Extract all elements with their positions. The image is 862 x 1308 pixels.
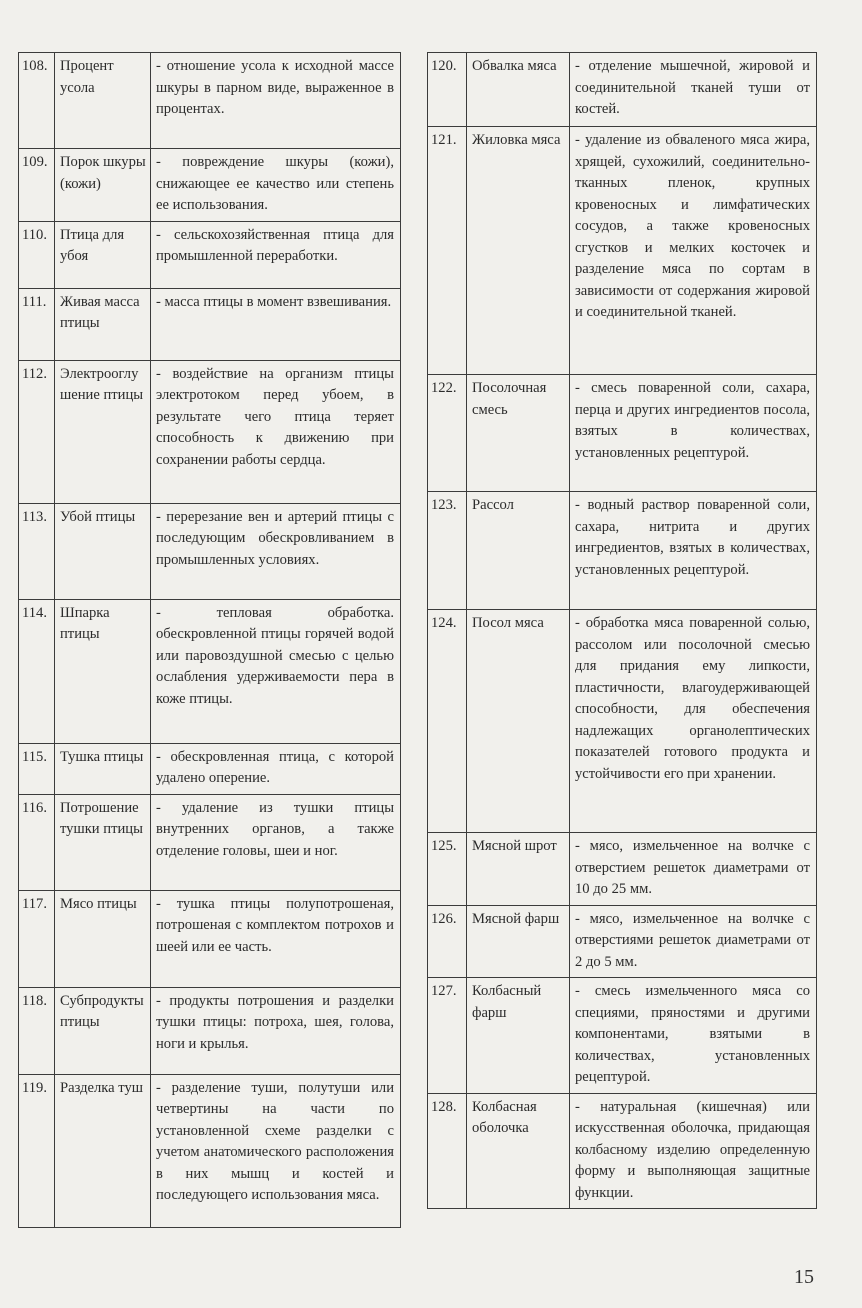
entry-number: 126. — [428, 905, 467, 978]
entry-term: Рассол — [467, 492, 570, 610]
entry-term: Мясо птицы — [55, 890, 151, 987]
entry-number: 111. — [19, 288, 55, 360]
entry-term: Мясной фарш — [467, 905, 570, 978]
entry-definition: - обескровленная птица, с которой удалено оперение. — [151, 743, 401, 794]
entry-number: 116. — [19, 794, 55, 890]
entry-definition: - отношение усола к исходной массе шкуры в парном виде, выраженное в процентах. — [151, 53, 401, 149]
entry-term: Шпарка птицы — [55, 599, 151, 743]
entry-number: 127. — [428, 978, 467, 1094]
entry-number: 115. — [19, 743, 55, 794]
entry-term: Птица для убоя — [55, 221, 151, 288]
entry-definition: - масса птицы в момент взвешивания. — [151, 288, 401, 360]
glossary-row — [428, 492, 817, 610]
entry-definition: - тепловая обработка. обескровленной птицы горячей водой или паровоздушной смесью с целью ослабления удерживаемости пера в коже птицы. — [151, 599, 401, 743]
entry-number: 119. — [19, 1074, 55, 1227]
entry-number: 108. — [19, 53, 55, 149]
entry-number: 113. — [19, 503, 55, 599]
entry-term: Жиловка мяса — [467, 127, 570, 375]
glossary-row — [19, 743, 401, 794]
glossary-row — [428, 375, 817, 492]
entry-term: Колбасная оболочка — [467, 1093, 570, 1209]
glossary-row — [19, 360, 401, 503]
glossary-row — [428, 978, 817, 1094]
entry-definition: - тушка птицы полупотрошеная, потрошеная с комплектом потрохов и шеей или ее часть. — [151, 890, 401, 987]
entry-definition: - сельскохозяйственная птица для промышленной переработки. — [151, 221, 401, 288]
entry-definition: - натуральная (кишечная) или искусственная оболочка, придающая колбасному изделию определенную форму и выполняющая защитные функции. — [570, 1093, 817, 1209]
entry-number: 112. — [19, 360, 55, 503]
glossary-row — [19, 503, 401, 599]
entry-definition: - разделение туши, полутуши или четвертины на части по установленной схеме разделки с учетом анатомического расположения в них мышц и костей и последующего использования мяса. — [151, 1074, 401, 1227]
entry-definition: - перерезание вен и артерий птицы с последующим обескровливанием в промышленных условиях. — [151, 503, 401, 599]
entry-definition: - водный раствор поваренной соли, сахара, нитрита и других ингредиентов, взятых в количествах, установленных рецептурой. — [570, 492, 817, 610]
glossary-row — [428, 610, 817, 833]
glossary-table-right — [427, 52, 817, 1209]
glossary-row — [428, 905, 817, 978]
entry-number: 125. — [428, 833, 467, 906]
entry-number: 121. — [428, 127, 467, 375]
entry-number: 123. — [428, 492, 467, 610]
entry-term: Живая масса птицы — [55, 288, 151, 360]
glossary-table-left — [18, 52, 401, 1228]
entry-number: 110. — [19, 221, 55, 288]
entry-number: 117. — [19, 890, 55, 987]
entry-term: Посолочная смесь — [467, 375, 570, 492]
entry-definition: - смесь поваренной соли, сахара, перца и других ингредиентов посола, взятых в количествах, установленных рецептурой. — [570, 375, 817, 492]
glossary-row — [19, 53, 401, 149]
entry-term: Процент усола — [55, 53, 151, 149]
glossary-row — [19, 1074, 401, 1227]
entry-term: Обвалка мяса — [467, 53, 570, 127]
entry-term: Тушка птицы — [55, 743, 151, 794]
glossary-row — [428, 1093, 817, 1209]
entry-definition: - удаление из тушки птицы внутренних органов, а также отделение головы, шеи и ног. — [151, 794, 401, 890]
entry-term: Колбасный фарш — [467, 978, 570, 1094]
glossary-row — [19, 987, 401, 1074]
entry-definition: - воздействие на организм птицы электротоком перед убоем, в результате чего птица теряет способность к движению при сохранении работы сердца. — [151, 360, 401, 503]
entry-number: 114. — [19, 599, 55, 743]
glossary-row — [19, 794, 401, 890]
entry-term: Порок шкуры (кожи) — [55, 149, 151, 222]
glossary-row — [428, 53, 817, 127]
entry-number: 109. — [19, 149, 55, 222]
glossary-row — [428, 833, 817, 906]
entry-term: Разделка туш — [55, 1074, 151, 1227]
glossary-row — [19, 890, 401, 987]
entry-term: Мясной шрот — [467, 833, 570, 906]
entry-definition: - мясо, измельченное на волчке с отверстием решеток диаметрами от 10 до 25 мм. — [570, 833, 817, 906]
entry-definition: - обработка мяса поваренной солью, рассолом или посолочной смесью для придания ему липкости, пластичности, влагоудерживающей способности, для обеспечения надлежащих органолептических показателей готового продукта и устойчивости его при хранении. — [570, 610, 817, 833]
entry-term: Субпродукты птицы — [55, 987, 151, 1074]
glossary-row — [19, 288, 401, 360]
glossary-row — [19, 149, 401, 222]
entry-number: 120. — [428, 53, 467, 127]
entry-term: Потрошение тушки птицы — [55, 794, 151, 890]
entry-number: 128. — [428, 1093, 467, 1209]
page-number: 15 — [794, 1266, 814, 1288]
entry-number: 118. — [19, 987, 55, 1074]
entry-term: Посол мяса — [467, 610, 570, 833]
entry-definition: - отделение мышечной, жировой и соединительной ткaней туши от костей. — [570, 53, 817, 127]
entry-number: 124. — [428, 610, 467, 833]
entry-definition: - мясо, измельченное на волчке с отверстиями решеток диаметрами от 2 до 5 мм. — [570, 905, 817, 978]
entry-definition: - повреждение шкуры (кожи), снижающее ее качество или степень ее использования. — [151, 149, 401, 222]
entry-term: Убой птицы — [55, 503, 151, 599]
glossary-row — [428, 127, 817, 375]
entry-term: Электрооглушение птицы — [55, 360, 151, 503]
entry-number: 122. — [428, 375, 467, 492]
entry-definition: - смесь измельченного мяса со специями, пряностями и другими компонентами, взятыми в количествах, установленных рецептурой. — [570, 978, 817, 1094]
entry-definition: - продукты потрошения и разделки тушки птицы: потроха, шея, голова, ноги и крылья. — [151, 987, 401, 1074]
glossary-row — [19, 221, 401, 288]
glossary-row — [19, 599, 401, 743]
entry-definition: - удаление из обваленого мяса жира, хрящей, сухожилий, соединительно-тканных пленок, крупных кровеносных и лимфатических сосудов, а также кровеносных сгустков и мелких косточек и разделение мяса по сортам в зависимости от содержания жировой и соединительной тканей. — [570, 127, 817, 375]
